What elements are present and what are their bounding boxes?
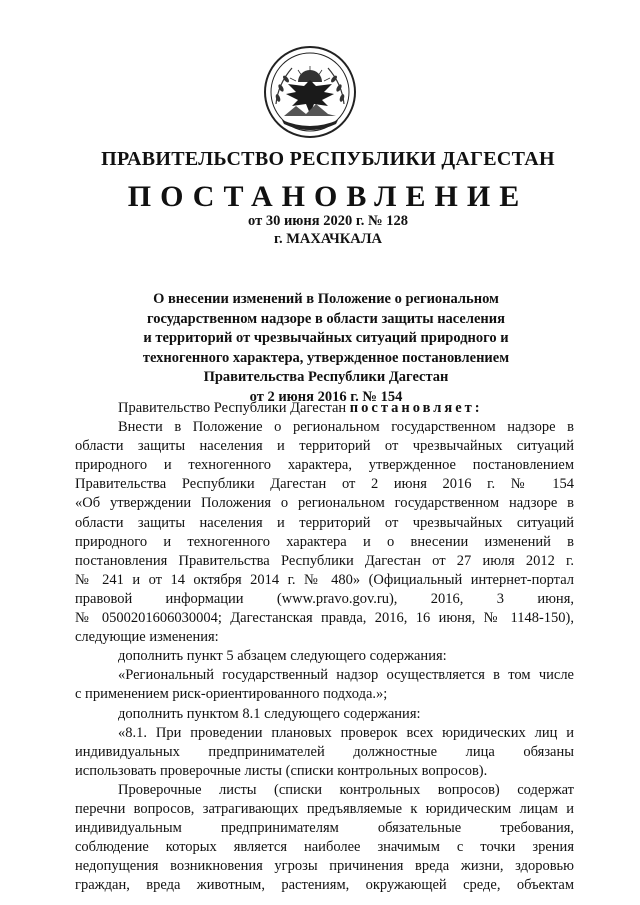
- body-line: дополнить пунктом 8.1 следующего содержания:: [118, 705, 421, 722]
- title-line: Правительства Республики Дагестан: [203, 369, 449, 385]
- body-line: Правительства Республики Дагестан от 2 июня 2016 г. № 154: [75, 476, 574, 493]
- coat-of-arms-icon: [262, 44, 358, 142]
- document-title: [96, 290, 556, 407]
- document-type: ПОСТАНОВЛЕНИЕ: [127, 180, 529, 213]
- body-line: области защиты населения и территорий от чрезвычайных ситуаций: [75, 438, 574, 455]
- body-line: использовать проверочные листы (списки контрольных вопросов).: [75, 762, 488, 779]
- body-line: постановления Правительства Республики Дагестан от 27 июля 2012 г.: [75, 552, 574, 569]
- body-line: природного и техногенного характера и о внесении изменений в: [75, 533, 574, 550]
- body-line: перечни вопросов, затрагивающих предъявляемые к юридическим лицам и: [75, 800, 574, 817]
- decree-word: постановляет:: [349, 400, 483, 416]
- body-line: индивидуальных предпринимателей должностные лица обязаны: [75, 743, 574, 760]
- body-line: № 0500201606030004; Дагестанская правда, 2016, 16 июня, № 1148-150),: [75, 610, 574, 627]
- body-line: Внести в Положение о региональном государственном надзоре в: [118, 419, 574, 436]
- body-line: правовой информации (www.pravo.gov.ru), 2016, 3 июня,: [75, 590, 574, 607]
- document-city: г. МАХАЧКАЛА: [274, 231, 382, 247]
- body-line: «Об утверждении Положения о региональном государственном надзоре в: [75, 495, 574, 512]
- body-line: области защиты населения и территорий от чрезвычайных ситуаций: [75, 514, 574, 531]
- body-line: следующие изменения:: [75, 629, 219, 646]
- body-line: «Региональный государственный надзор осуществляется в том числе: [118, 667, 574, 684]
- title-line: и территорий от чрезвычайных ситуаций природного и: [143, 330, 509, 346]
- title-line: О внесении изменений в Положение о региональном: [153, 291, 499, 307]
- body-line: Проверочные листы (списки контрольных вопросов) содержат: [118, 781, 574, 798]
- body-line: с применением риск-ориентированного подхода.»;: [75, 686, 388, 703]
- intro-line: [75, 399, 574, 418]
- title-line: техногенного характера, утвержденное постановлением: [142, 349, 510, 366]
- body-line: недопущения возникновения угрозы причинения вреда жизни, здоровью: [75, 858, 574, 875]
- body-line: № 241 и от 14 октября 2014 г. № 480» (Официальный интернет-портал: [75, 571, 574, 588]
- body-line: граждан, вреда животным, растениям, окружающей среде, объектам: [75, 877, 574, 894]
- title-line: государственном надзоре в области защиты населения: [147, 310, 505, 327]
- body-line: «8.1. При проведении плановых проверок всех юридических лиц и: [118, 724, 574, 741]
- body-line: соблюдение которых является наиболее значимым с точки зрения: [75, 839, 574, 856]
- document-date-number: от 30 июня 2020 г. № 128: [248, 213, 408, 229]
- document-body: [75, 399, 574, 895]
- body-line: природного и техногенного характера, утвержденное постановлением: [75, 457, 574, 474]
- title-line: от 2 июня 2016 г. № 154: [249, 388, 403, 405]
- body-line: дополнить пункт 5 абзацем следующего содержания:: [118, 648, 447, 665]
- intro-prefix: Правительство Республики Дагестан: [118, 400, 347, 416]
- organization-name: ПРАВИТЕЛЬСТВО РЕСПУБЛИКИ ДАГЕСТАН: [101, 148, 555, 170]
- body-line: индивидуальным предпринимателям обязательные требования,: [75, 820, 574, 837]
